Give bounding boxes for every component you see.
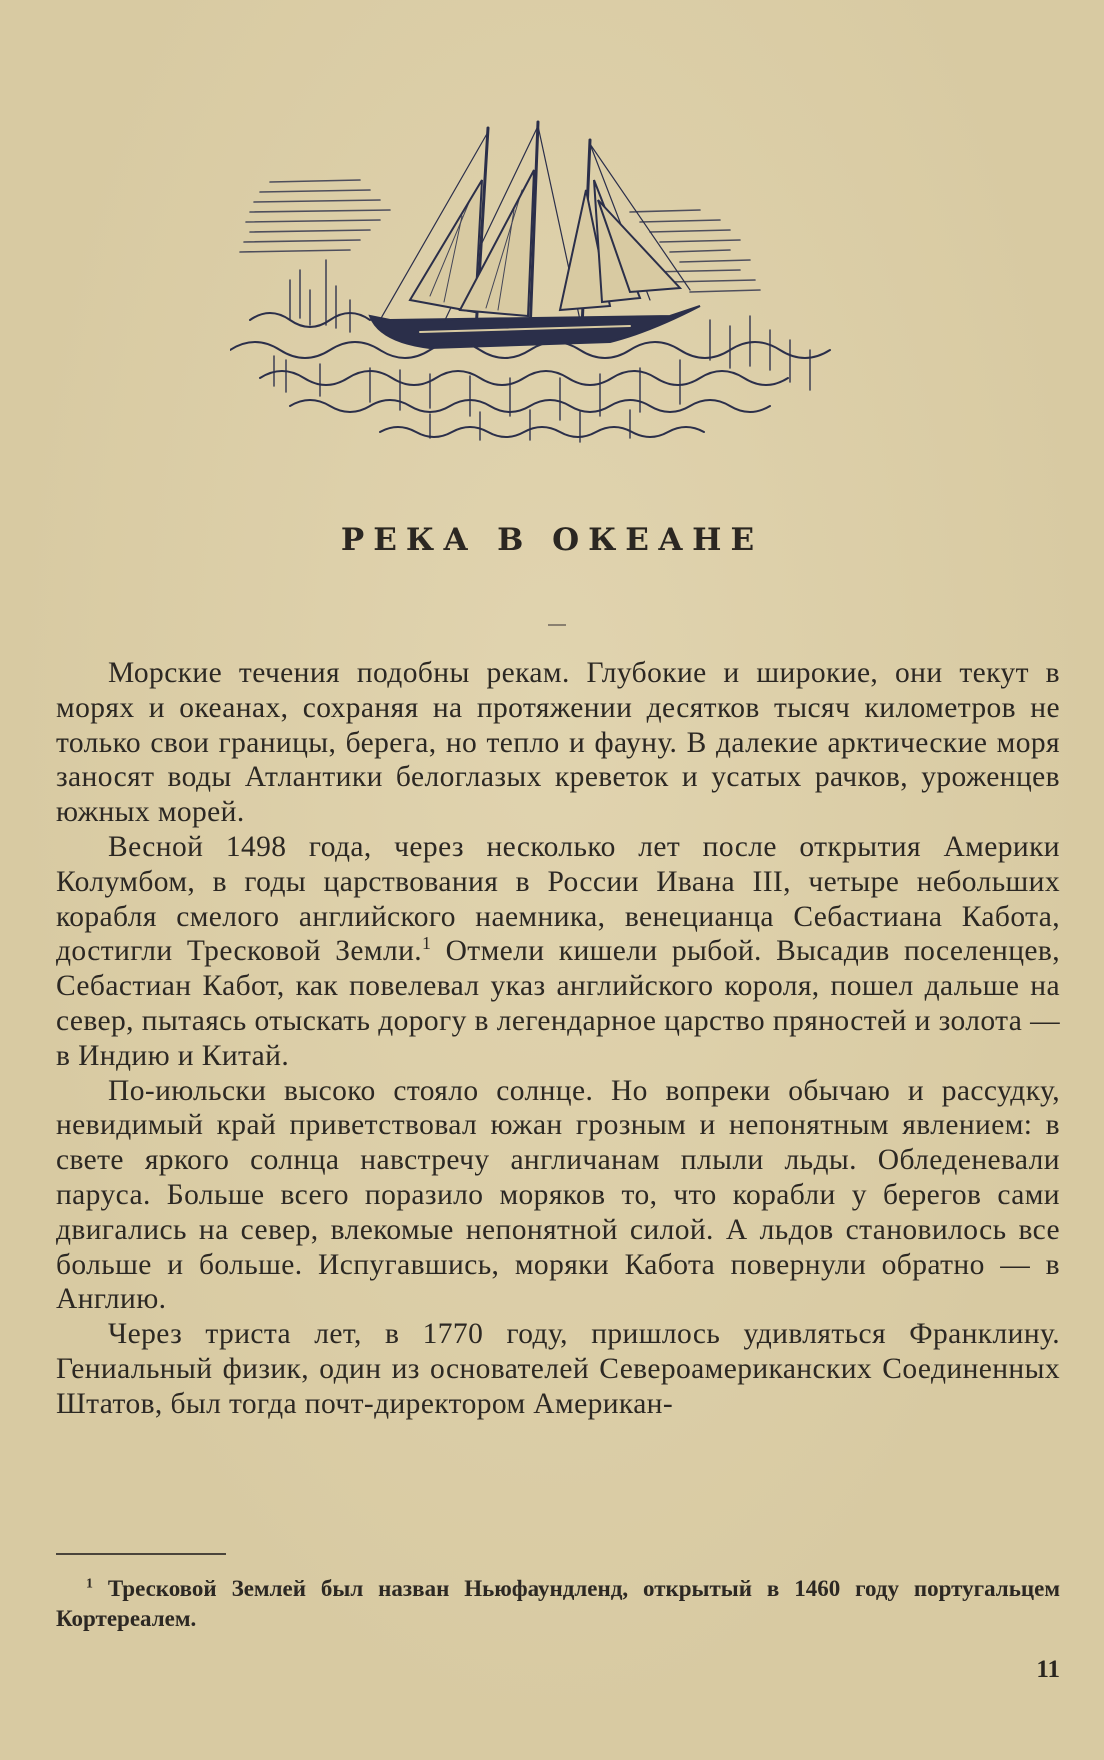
footnote-marker: 1 [86, 1575, 93, 1591]
paragraph: Морские течения подобны рекам. Глубокие и широкие, они текут в морях и океанах, сохраняя на протяжении десятков тысяч километров не только свои границы, берега, но тепло и фауну. В далекие арктические моря заносят воды Атлантики белоглазых креветок и усатых рачков, уроженцев южных морей. [56, 657, 1060, 829]
title-divider [548, 624, 566, 626]
sailing-ship-illustration [230, 120, 850, 460]
footnote-rule [56, 1553, 226, 1555]
paragraph: По-июльски высоко стояло солнце. Но вопреки обычаю и рассудку, невидимый край приветствовал южан грозным и непонятным явлением: в свете яркого солнца навстречу англичанам плыли льды. Обледеневали паруса. Больше всего поразило моряков то, что корабли у берегов сами двигались на север, влекомые непонятной силой. А льдов становилось все больше и больше. Испугавшись, моряки Кабота повернули обратно — в Англию. [56, 1074, 1060, 1316]
chapter-title: РЕКА В ОКЕАНЕ [340, 522, 764, 558]
paragraph: Весной 1498 года, через несколько лет после открытия Америки Колумбом, в годы царствования в России Ивана III, четыре небольших корабля смелого английского наемника, венецианца Себастиана Кабота, достигли Тресковой Земли.$^1$ Отмели кишели рыбой. Высадив поселенцев, Себастиан Кабот, как повелевал указ английского короля, пошел дальше на север, пытаясь отыскать дорогу в легендарное царство пряностей и золота — в Индию и Китай. [56, 830, 1060, 1072]
page-number: 11 [1036, 1656, 1060, 1683]
paragraph: Через триста лет, в 1770 году, пришлось удивляться Франклину. Гениальный физик, один из основателей Североамериканских Соединенных Штатов, был тогда почт-директором Американ- [56, 1318, 1060, 1420]
footnote-reference: 1 [422, 933, 432, 954]
chapter-body [56, 656, 1060, 1422]
footnote: $^1$ Тресковой Землей был назван Ньюфаундленд, открытый в 1460 году португальцем Кортереалем. [56, 1575, 1060, 1631]
